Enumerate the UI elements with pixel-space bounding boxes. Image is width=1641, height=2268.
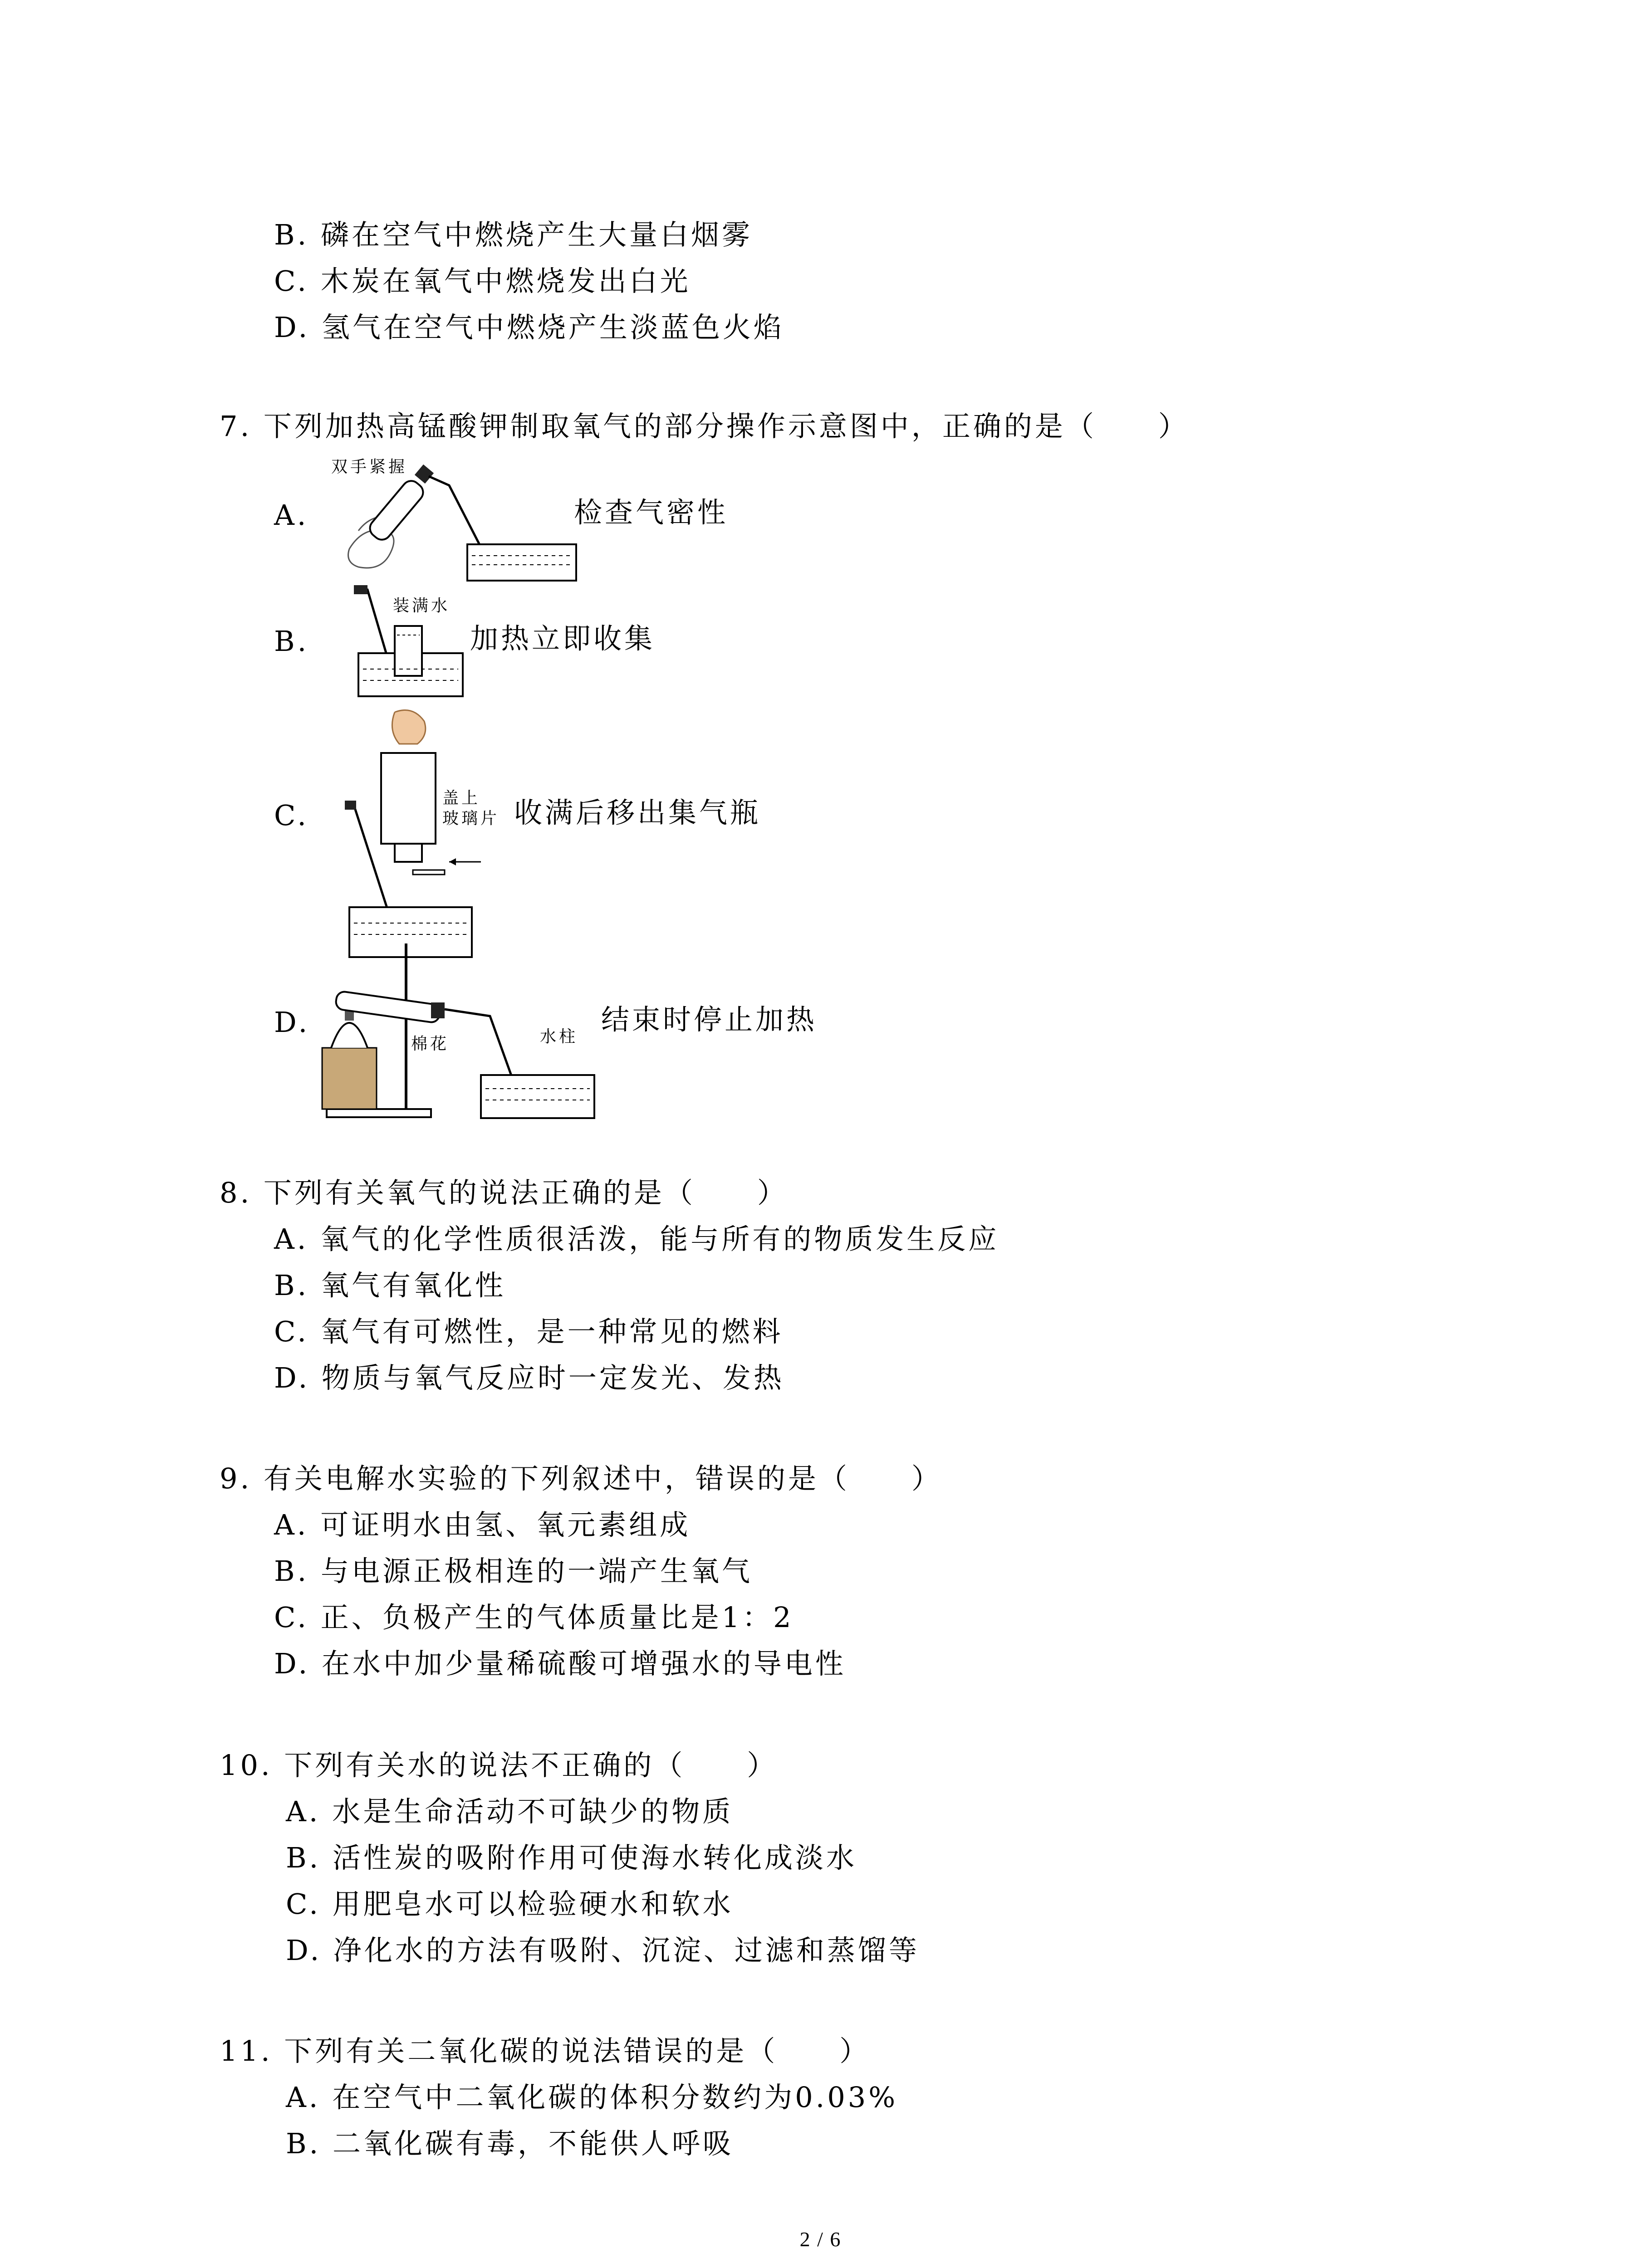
q7-b-caption: 加热立即收集 (470, 622, 656, 655)
q9-option-c: C. 正、负极产生的气体质量比是1：2 (274, 1601, 794, 1634)
q7-b-label: 装满水 (393, 596, 451, 615)
q7-option-d-letter: D. (274, 1006, 310, 1039)
q7-d-label2: 水柱 (540, 1027, 578, 1046)
q7-stem: 7. 下列加热高锰酸钾制取氧气的部分操作示意图中，正确的是（ ） (220, 410, 1189, 443)
q11-option-a: A. 在空气中二氧化碳的体积分数约为0.03% (286, 2081, 898, 2114)
q6-option-c: C. 木炭在氧气中燃烧发出白光 (274, 264, 691, 298)
q7-a-label: 双手紧握 (331, 458, 408, 476)
q10-option-d: D. 净化水的方法有吸附、沉淀、过滤和蒸馏等 (286, 1934, 920, 1967)
q9-option-b: B. 与电源正极相连的一端产生氧气 (274, 1554, 753, 1588)
q10-option-c: C. 用肥皂水可以检验硬水和软水 (286, 1887, 734, 1921)
q11-stem: 11. 下列有关二氧化碳的说法错误的是（ ） (220, 2034, 871, 2068)
q10-option-b: B. 活性炭的吸附作用可使海水转化成淡水 (286, 1841, 857, 1874)
q8-stem: 8. 下列有关氧气的说法正确的是（ ） (220, 1176, 788, 1209)
q7-d-caption: 结束时停止加热 (601, 1003, 818, 1036)
q7-d-label1: 棉花 (411, 1035, 450, 1053)
q8-option-b: B. 氧气有氧化性 (274, 1269, 506, 1302)
q7-option-a-letter: A. (274, 499, 309, 532)
q6-option-b: B. 磷在空气中燃烧产生大量白烟雾 (274, 218, 753, 251)
q11-option-b: B. 二氧化碳有毒，不能供人呼吸 (286, 2127, 734, 2160)
q10-stem: 10. 下列有关水的说法不正确的（ ） (220, 1749, 778, 1782)
q7-option-b-letter: B. (274, 625, 309, 658)
q9-stem: 9. 有关电解水实验的下列叙述中，错误的是（ ） (220, 1462, 942, 1495)
q9-option-d: D. 在水中加少量稀硫酸可增强水的导电性 (274, 1647, 846, 1680)
page-number: 2 / 6 (799, 2228, 842, 2251)
q6-option-d: D. 氢气在空气中燃烧产生淡蓝色火焰 (274, 311, 784, 344)
q8-option-c: C. 氧气有可燃性，是一种常见的燃料 (274, 1315, 784, 1348)
q8-option-d: D. 物质与氧气反应时一定发光、发热 (274, 1361, 784, 1394)
q10-option-a: A. 水是生命活动不可缺少的物质 (286, 1795, 734, 1828)
q8-option-a: A. 氧气的化学性质很活泼，能与所有的物质发生反应 (274, 1222, 999, 1256)
q7-c-caption: 收满后移出集气瓶 (514, 796, 761, 829)
q9-option-a: A. 可证明水由氢、氧元素组成 (274, 1508, 691, 1541)
q7-c-label1: 盖上 (442, 789, 481, 807)
q7-option-c-letter: C. (274, 799, 309, 832)
q7-c-label2: 玻璃片 (442, 809, 500, 828)
q7-a-caption: 检查气密性 (574, 496, 729, 529)
